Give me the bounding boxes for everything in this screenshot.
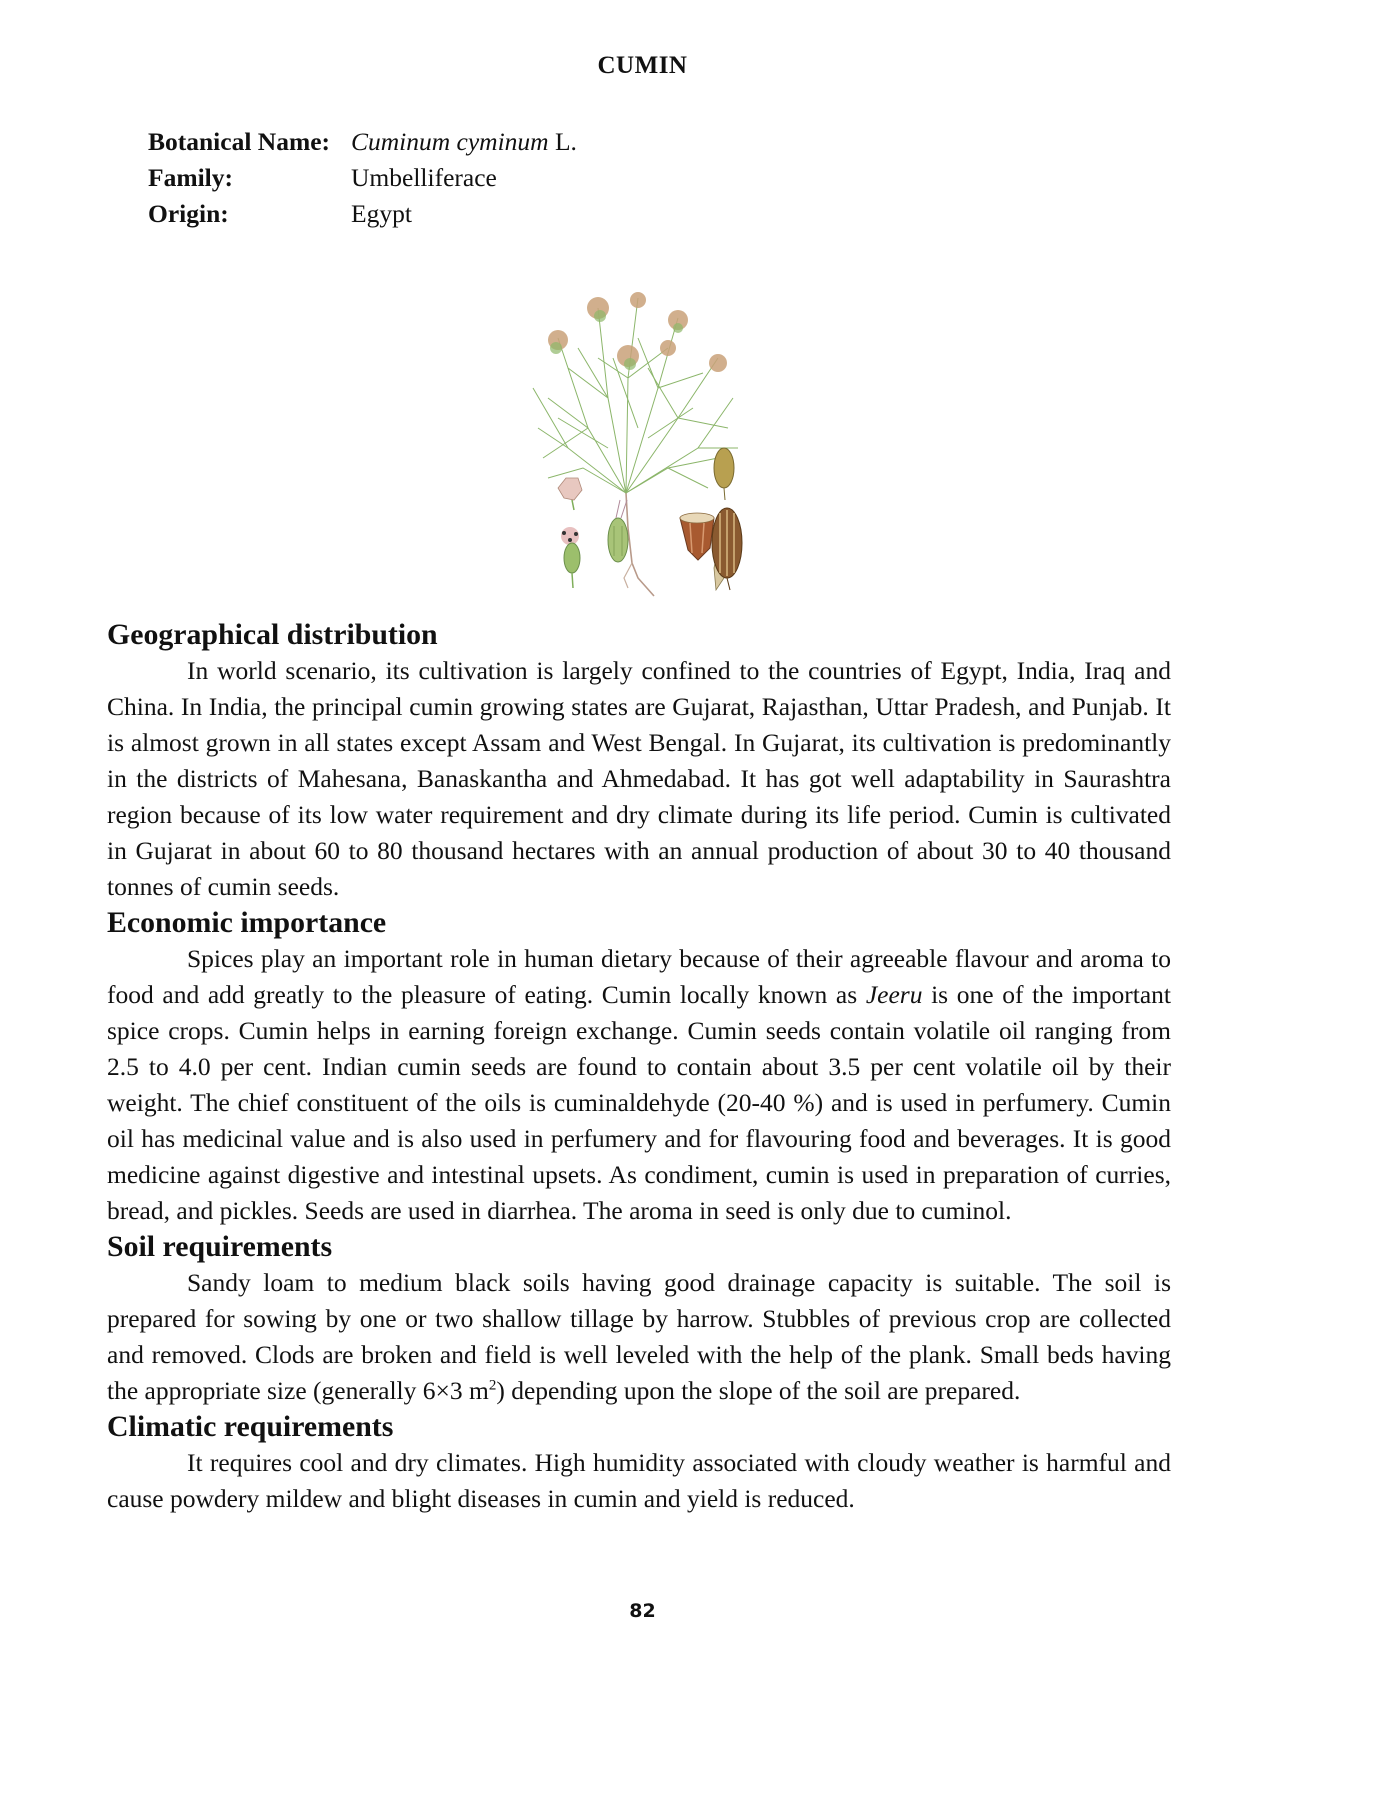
paragraph-climatic-requirements: It requires cool and dry climates. High humidity associated with cloudy weather is harmful and cause powdery mildew and blight diseases in cumin and yield is reduced. xyxy=(107,1448,1171,1513)
paragraph-soil-requirements xyxy=(107,1265,1171,1409)
origin-value: Egypt xyxy=(351,199,412,228)
plant-illustration-icon xyxy=(528,278,750,600)
botanical-name-row xyxy=(148,124,577,160)
botanical-name-suffix: L. xyxy=(548,127,577,156)
section-heading-soil-requirements: Soil requirements xyxy=(107,1230,333,1263)
document-body xyxy=(107,617,1171,1517)
botanical-name-value xyxy=(351,124,577,160)
section-heading-economic-importance: Economic importance xyxy=(107,906,387,939)
family-label: Family: xyxy=(148,163,233,192)
economic-text-part-1: Spices play an important role in human dietary because of their agreeable flavour and aroma to food and add greatly to the pleasure of eating. Cumin locally known as xyxy=(107,944,1171,1009)
paragraph-economic-importance xyxy=(107,941,1171,1229)
jeeru-italic: Jeeru xyxy=(865,980,923,1009)
section-heading-geographical-distribution: Geographical distribution xyxy=(107,618,438,651)
botanical-name-label: Botanical Name: xyxy=(148,127,331,156)
origin-label: Origin: xyxy=(148,199,229,228)
botanical-name-italic: Cuminum cyminum xyxy=(351,127,549,156)
origin-row xyxy=(148,196,577,232)
page-title: CUMIN xyxy=(597,52,688,79)
family-value: Umbelliferace xyxy=(351,163,497,192)
economic-text-part-2: is one of the important spice crops. Cumin helps in earning foreign exchange. Cumin seeds contain volatile oil ranging from 2.5 to 4.0 per cent. Indian cumin seeds are found to contain about 3.5 per cent volatile oil by their weight. The chief constituent of the oils is cuminaldehyde (20-40 %) and is used in perfumery. Cumin oil has medicinal value and is also used in perfumery and for flavouring food and beverages. It is good medicine against digestive and intestinal upsets. As condiment, cumin is used in preparation of curries, bread, and pickles. Seeds are used in diarrhea. The aroma in seed is only due to cuminol. xyxy=(107,980,1172,1225)
section-heading-climatic-requirements: Climatic requirements xyxy=(107,1410,394,1443)
superscript-2: 2 xyxy=(488,1377,497,1394)
soil-text-part-2: ) depending upon the slope of the soil are prepared. xyxy=(496,1376,1021,1405)
soil-text-part-1: Sandy loam to medium black soils having good drainage capacity is suitable. The soil is prepared for sowing by one or two shallow tillage by harrow. Stubbles of previous crop are collected and removed. Clods are broken and field is well leveled with the help of the plank. Small beds having the appropriate size (generally 6×3 m xyxy=(107,1268,1171,1405)
page-number: 82 xyxy=(629,1600,656,1622)
paragraph-geographical-distribution: In world scenario, its cultivation is largely confined to the countries of Egypt, India, Iraq and China. In India, the principal cumin growing states are Gujarat, Rajasthan, Uttar Pradesh, and Punjab. It is almost grown in all states except Assam and West Bengal. In Gujarat, its cultivation is predominantly in the districts of Mahesana, Banaskantha and Ahmedabad. It has got well adaptability in Saurashtra region because of its low water requirement and dry climate during its life period. Cumin is cultivated in Gujarat in about 60 to 80 thousand hectares with an annual production of about 30 to 40 thousand tonnes of cumin seeds. xyxy=(107,656,1171,901)
family-row xyxy=(148,160,577,196)
plant-metadata xyxy=(148,124,577,232)
